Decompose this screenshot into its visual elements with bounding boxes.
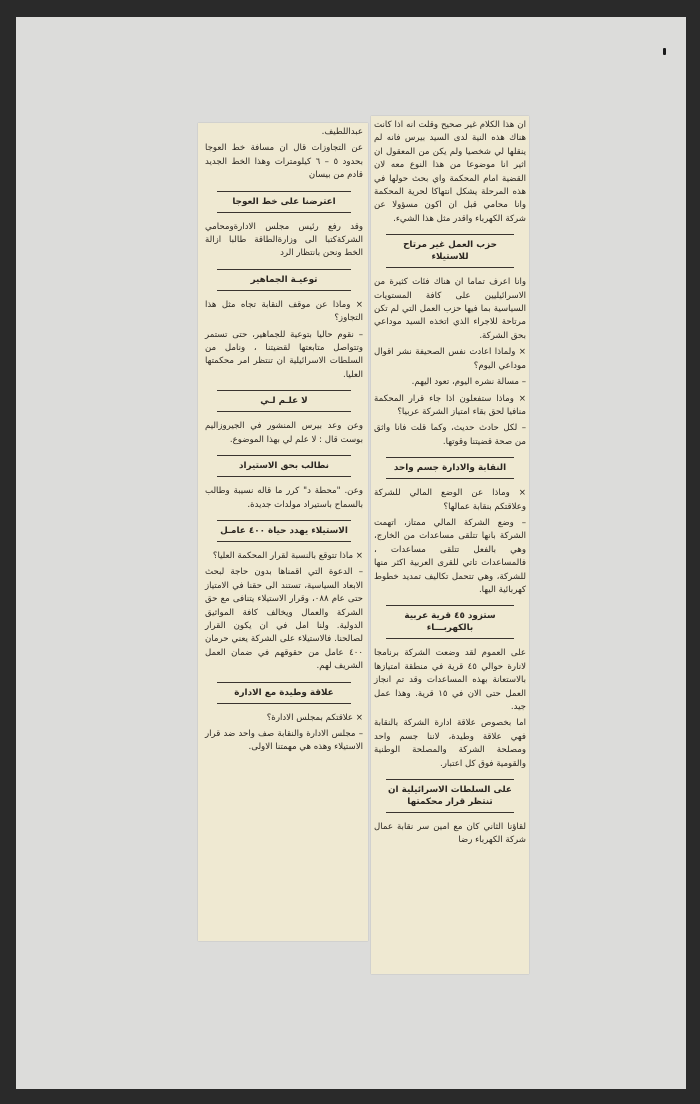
margin-mark: [663, 48, 666, 55]
subheading: توعيـة الجماهير: [217, 269, 351, 291]
article-column-left: [205, 126, 363, 758]
answer: – لكل حادث حديث، وكما قلت فانا واثق من صحة قضيتنا وقوتها.: [374, 423, 526, 447]
subheading: النقابة والادارة جسم واحد: [386, 457, 514, 479]
question: × ولماذا اعادت نفس الصحيفة نشر اقوال موداعي اليوم؟: [374, 347, 526, 371]
subheading: اعترضنا على خط العوجا: [217, 191, 351, 213]
paragraph: على العموم لقد وضعت الشركة برنامجا لانارة حوالي ٤٥ قرية في منطقة امتيازها بالاستعانة بهذه المساعدات وقد تم انجاز العمل حتى الان في ١٥ قرية. وهذا عمل جيد.: [374, 648, 526, 712]
paragraph: اما بخصوص علاقة ادارة الشركة بالنقابة فهي علاقة وطيدة، لاننا جسم واحد ومصلحة الشركة والمصلحة الوطنية والقومية فوق كل اعتبار.: [374, 718, 526, 769]
answer: – وضع الشركة المالي ممتاز، اتهمت الشركة بانها تتلقى مساعدات من الخارج، وهي بالفعل تتلقى مساعدات ، فالمساعدات تاتي للقرى العربية اكثر منها للشركة، وهي تتحمل تكاليف تمديد خطوط كهربائية اليها.: [374, 517, 526, 595]
subheading: نطالب بحق الاستيراد: [217, 455, 351, 477]
paragraph: وعن وعد بيرس المنشور في الجيروزاليم بوست قال : لا علم لي بهذا الموضوع.: [205, 421, 363, 445]
paragraph: وعن. "محطة د" كرر ما قاله نسيبة وطالب بالسماح باستيراد مولدات جديدة.: [205, 486, 363, 510]
subheading: علاقة وطيدة مع الادارة: [217, 682, 351, 704]
paragraph: لقاؤنا الثاني كان مع امين سر نقابة عمال شركة الكهرباء رضا: [374, 822, 526, 846]
article-column-right: [374, 119, 526, 851]
subheading: على السلطات الاسرائيلية ان تنتظر قرار محكمتها: [386, 779, 514, 813]
paragraph: وقد رفع رئيس مجلس الادارةومحامي الشركةكتبا الى وزارةالطاقة طالبا ازالة الخط ونحن بانتظار الرد: [205, 221, 363, 259]
subheading: حزب العمل غير مرتاح للاستيلاء: [386, 234, 514, 268]
subheading: لا علـم لـي: [217, 390, 351, 412]
question: × علاقتكم بمجلس الادارة؟: [266, 712, 363, 723]
question: × وماذا ستفعلون اذا جاء قرار المحكمة منافيا لحق بقاء امتياز الشركة عربيا؟: [374, 393, 526, 417]
question: × ماذا تتوقع بالنسبة لقرار المحكمة العليا؟: [212, 550, 363, 561]
answer: – مجلس الادارة والنقابة صف واحد ضد قرار الاستيلاء وهذه هي مهمتنا الاولى.: [205, 728, 363, 753]
paragraph: ان هذا الكلام غير صحيح وقلت انه اذا كانت هناك هذه النية لدى السيد بيرس فانه لم ينقلها لي شخصيا ولم يكن من المعقول ان اثير انا موضوعا من هذا النوع معه لان القضية امام المحكمة واي بحث حولها في هذه المرحلة يشكل انتهاكا لحرية المحكمة وانا محامي قبل ان اكون مسؤولا عن شركة الكهرباء واقدر مثل هذا الشيء.: [374, 120, 526, 224]
answer: – نقوم حاليا بتوعية للجماهير، حتى تستمر وتتواصل متابعتها لقضيتنا ، ونامل من السلطات الاسرائيلية ان تنتظر امر محكمتها العليا.: [205, 329, 363, 380]
question: × وماذا عن الوضع المالي للشركة وعلاقتكم بنقابة عمالها؟: [374, 488, 526, 512]
answer: – مسالة نشره اليوم، تعود اليهم.: [411, 377, 526, 388]
paragraph: وانا اعرف تماما ان هناك فئات كثيرة من الاسرائيليين على كافة المستويات السياسية بما فيها حزب العمل التي لم تكن مرتاحة للاجراء الذي اتخذه السيد موداعي بحق الشركة.: [374, 277, 526, 341]
subheading: الاستيلاء يهدد حياة ٤٠٠ عامـل: [217, 520, 351, 542]
paragraph: عن التجاوزات قال ان مسافة خط العوجا بحدود ٥ – ٦ كيلومترات وهذا الخط الجديد قادم من بيسان: [205, 143, 363, 181]
paragraph: عبداللطيف.: [321, 127, 363, 137]
subheading: ستزود ٤٥ قرية عربية بالكهربـــاء: [386, 605, 514, 639]
question: × وماذا عن موقف النقابة تجاه مثل هذا التجاوز؟: [205, 299, 363, 324]
answer: – الدعوة التي اقمناها بدون حاجة لبحث الابعاد السياسية، تستند الى حقنا في الامتياز حتى عام ٠٨٨، وقرار الاستيلاء يتنافى مع حق الشركة والعمال ويخالف كافة المواثيق الدولية. ولنا امل في ان يكون القرار لصالحنا. فالاستيلاء على الشركة يعني حرمان ٤٠٠ عامل من حقوقهم في ضمان العمل الشريف لهم.: [205, 567, 363, 672]
